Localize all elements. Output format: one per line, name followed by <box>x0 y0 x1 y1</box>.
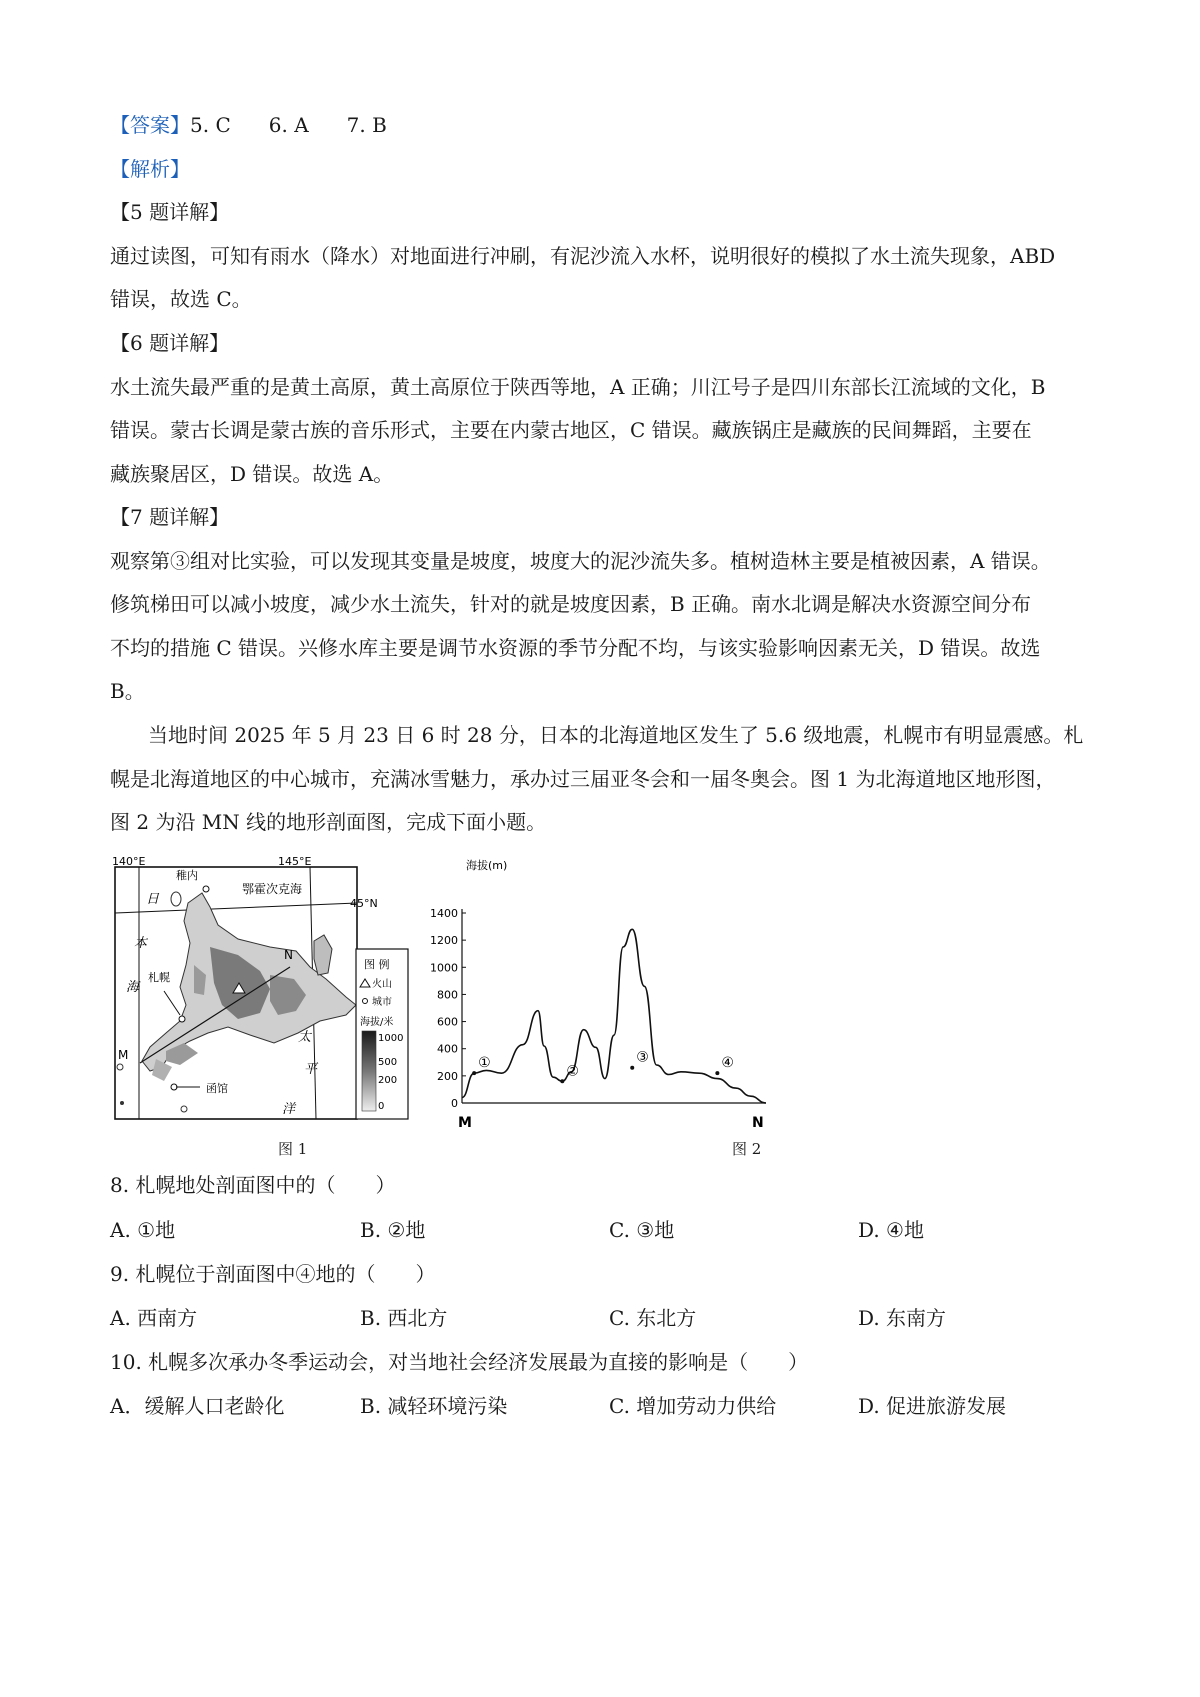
q10-stem: 10. 札幌多次承办冬季运动会，对当地社会经济发展最为直接的影响是（ ） <box>110 1350 809 1374</box>
point-m-label: M <box>118 1048 129 1062</box>
fig2-caption: 图 2 <box>732 1140 762 1158</box>
profile-x-start: M <box>458 1115 472 1130</box>
profile-ylabel: 海拔(m) <box>466 859 508 872</box>
wakkanai-label: 稚内 <box>176 869 198 882</box>
q10-option-c[interactable]: C. 增加劳动力供给 <box>609 1394 777 1418</box>
q7-line-4: B。 <box>110 679 145 703</box>
profile-point-marker <box>630 1066 634 1070</box>
profile-x-end: N <box>752 1115 764 1130</box>
profile-point-marker <box>560 1079 564 1083</box>
lon-140-label: 140°E <box>112 855 146 868</box>
q6-line-1: 水土流失最严重的是黄土高原，黄土高原位于陕西等地，A 正确；川江号子是四川东部长江流域的文化，B <box>110 375 1046 399</box>
q7-header: 【7 题详解】 <box>110 505 230 529</box>
profile-y-tick-label: 1000 <box>430 961 458 975</box>
legend-value-0: 0 <box>378 1101 385 1112</box>
legend-title: 图 例 <box>364 958 390 971</box>
sea-japan-char-1: 日 <box>146 892 160 907</box>
q7-line-2: 修筑梯田可以减小坡度，减少水土流失，针对的就是坡度因素，B 正确。南水北调是解决水资源空间分布 <box>110 592 1032 616</box>
elevation-scale <box>362 1031 376 1111</box>
q10-option-b[interactable]: B. 减轻环境污染 <box>360 1394 508 1418</box>
answer-7: 7. B <box>346 113 387 137</box>
mn-terrain-profile-chart <box>430 855 800 1130</box>
pacific-char-3: 洋 <box>282 1102 296 1117</box>
legend-value-1000: 1000 <box>378 1033 404 1044</box>
okhotsk-sea-label: 鄂霍次克海 <box>242 882 303 896</box>
pacific-char-2: 平 <box>304 1062 318 1077</box>
profile-point-label: ② <box>566 1063 579 1080</box>
q9-stem: 9. 札幌位于剖面图中④地的（ ） <box>110 1262 436 1286</box>
intro-line-2: 幌是北海道地区的中心城市，充满冰雪魅力，承办过三届亚冬会和一届冬奥会。图 1 为北海道地区地形图， <box>110 767 1056 791</box>
hokkaido-terrain-map <box>110 855 420 1130</box>
q7-line-3: 不均的措施 C 错误。兴修水库主要是调节水资源的季节分配不均，与该实验影响因素无关，D 错误。故选 <box>110 636 1041 660</box>
hakodate-label: 函馆 <box>206 1082 228 1095</box>
legend-volcano: 火山 <box>372 979 392 990</box>
q8-option-c[interactable]: C. ③地 <box>609 1218 675 1242</box>
sea-japan-char-2: 本 <box>134 936 148 951</box>
legend-value-200: 200 <box>378 1075 398 1086</box>
q8-stem: 8. 札幌地处剖面图中的（ ） <box>110 1173 396 1197</box>
q7-line-1: 观察第③组对比实验，可以发现其变量是坡度，坡度大的泥沙流失多。植树造林主要是植被因素，A 错误。 <box>110 549 1051 573</box>
sapporo-label: 札幌 <box>148 971 170 984</box>
profile-y-tick-label: 600 <box>437 1015 458 1029</box>
answer-6: 6. A <box>268 113 309 137</box>
pacific-char-1: 太 <box>298 1030 312 1045</box>
q9-option-d[interactable]: D. 东南方 <box>858 1306 947 1330</box>
intro-line-1: 当地时间 2025 年 5 月 23 日 6 时 28 分，日本的北海道地区发生了 5.6 级地震，札幌市有明显震感。札 <box>148 723 1084 747</box>
answer-label: 【答案】 <box>110 113 190 137</box>
q9-option-b[interactable]: B. 西北方 <box>360 1306 448 1330</box>
profile-y-tick-label: 1400 <box>430 907 458 920</box>
profile-point-marker <box>472 1071 476 1075</box>
profile-point-label: ① <box>478 1055 491 1072</box>
lon-145-label: 145°E <box>278 855 312 868</box>
profile-y-tick-label: 800 <box>437 988 458 1002</box>
analysis-label: 【解析】 <box>110 157 190 181</box>
q8-option-d[interactable]: D. ④地 <box>858 1218 924 1242</box>
profile-y-tick-label: 1200 <box>430 934 458 948</box>
city-icon <box>363 999 368 1004</box>
q10-option-a[interactable]: A．缓解人口老龄化 <box>110 1394 285 1418</box>
q5-line-1: 通过读图，可知有雨水（降水）对地面进行冲刷，有泥沙流入水杯，说明很好的模拟了水土流失现象，ABD <box>110 244 1056 268</box>
q6-line-3: 藏族聚居区，D 错误。故选 A。 <box>110 462 394 486</box>
q6-header: 【6 题详解】 <box>110 331 230 355</box>
answer-5: 5. C <box>190 113 231 137</box>
q5-header: 【5 题详解】 <box>110 200 230 224</box>
q5-line-2: 错误，故选 C。 <box>110 287 252 311</box>
q8-option-b[interactable]: B. ②地 <box>360 1218 426 1242</box>
profile-y-tick-label: 200 <box>437 1069 458 1083</box>
profile-line <box>462 929 766 1103</box>
legend-city: 城市 <box>372 997 392 1008</box>
fig1-caption: 图 1 <box>278 1140 308 1158</box>
q9-option-c[interactable]: C. 东北方 <box>609 1306 697 1330</box>
legend-value-500: 500 <box>378 1057 398 1068</box>
profile-y-tick-label: 400 <box>437 1042 458 1056</box>
sea-japan-char-3: 海 <box>126 980 140 995</box>
q10-option-d[interactable]: D. 促进旅游发展 <box>858 1394 1007 1418</box>
lat-45-label: 45°N <box>350 897 378 910</box>
intro-line-3: 图 2 为沿 MN 线的地形剖面图，完成下面小题。 <box>110 810 547 834</box>
profile-point-label: ④ <box>721 1055 734 1072</box>
q6-line-2: 错误。蒙古长调是蒙古族的音乐形式，主要在内蒙古地区，C 错误。藏族锅庄是藏族的民间舞蹈，主要在 <box>110 418 1032 442</box>
legend-elev-title: 海拔/米 <box>360 1017 394 1028</box>
point-n-label: N <box>284 948 293 962</box>
q9-option-a[interactable]: A. 西南方 <box>110 1306 198 1330</box>
q8-option-a[interactable]: A. ①地 <box>110 1218 176 1242</box>
answer-line <box>110 113 387 137</box>
profile-point-marker <box>715 1071 719 1075</box>
profile-y-tick-label: 0 <box>451 1097 458 1110</box>
profile-point-label: ③ <box>636 1049 649 1066</box>
